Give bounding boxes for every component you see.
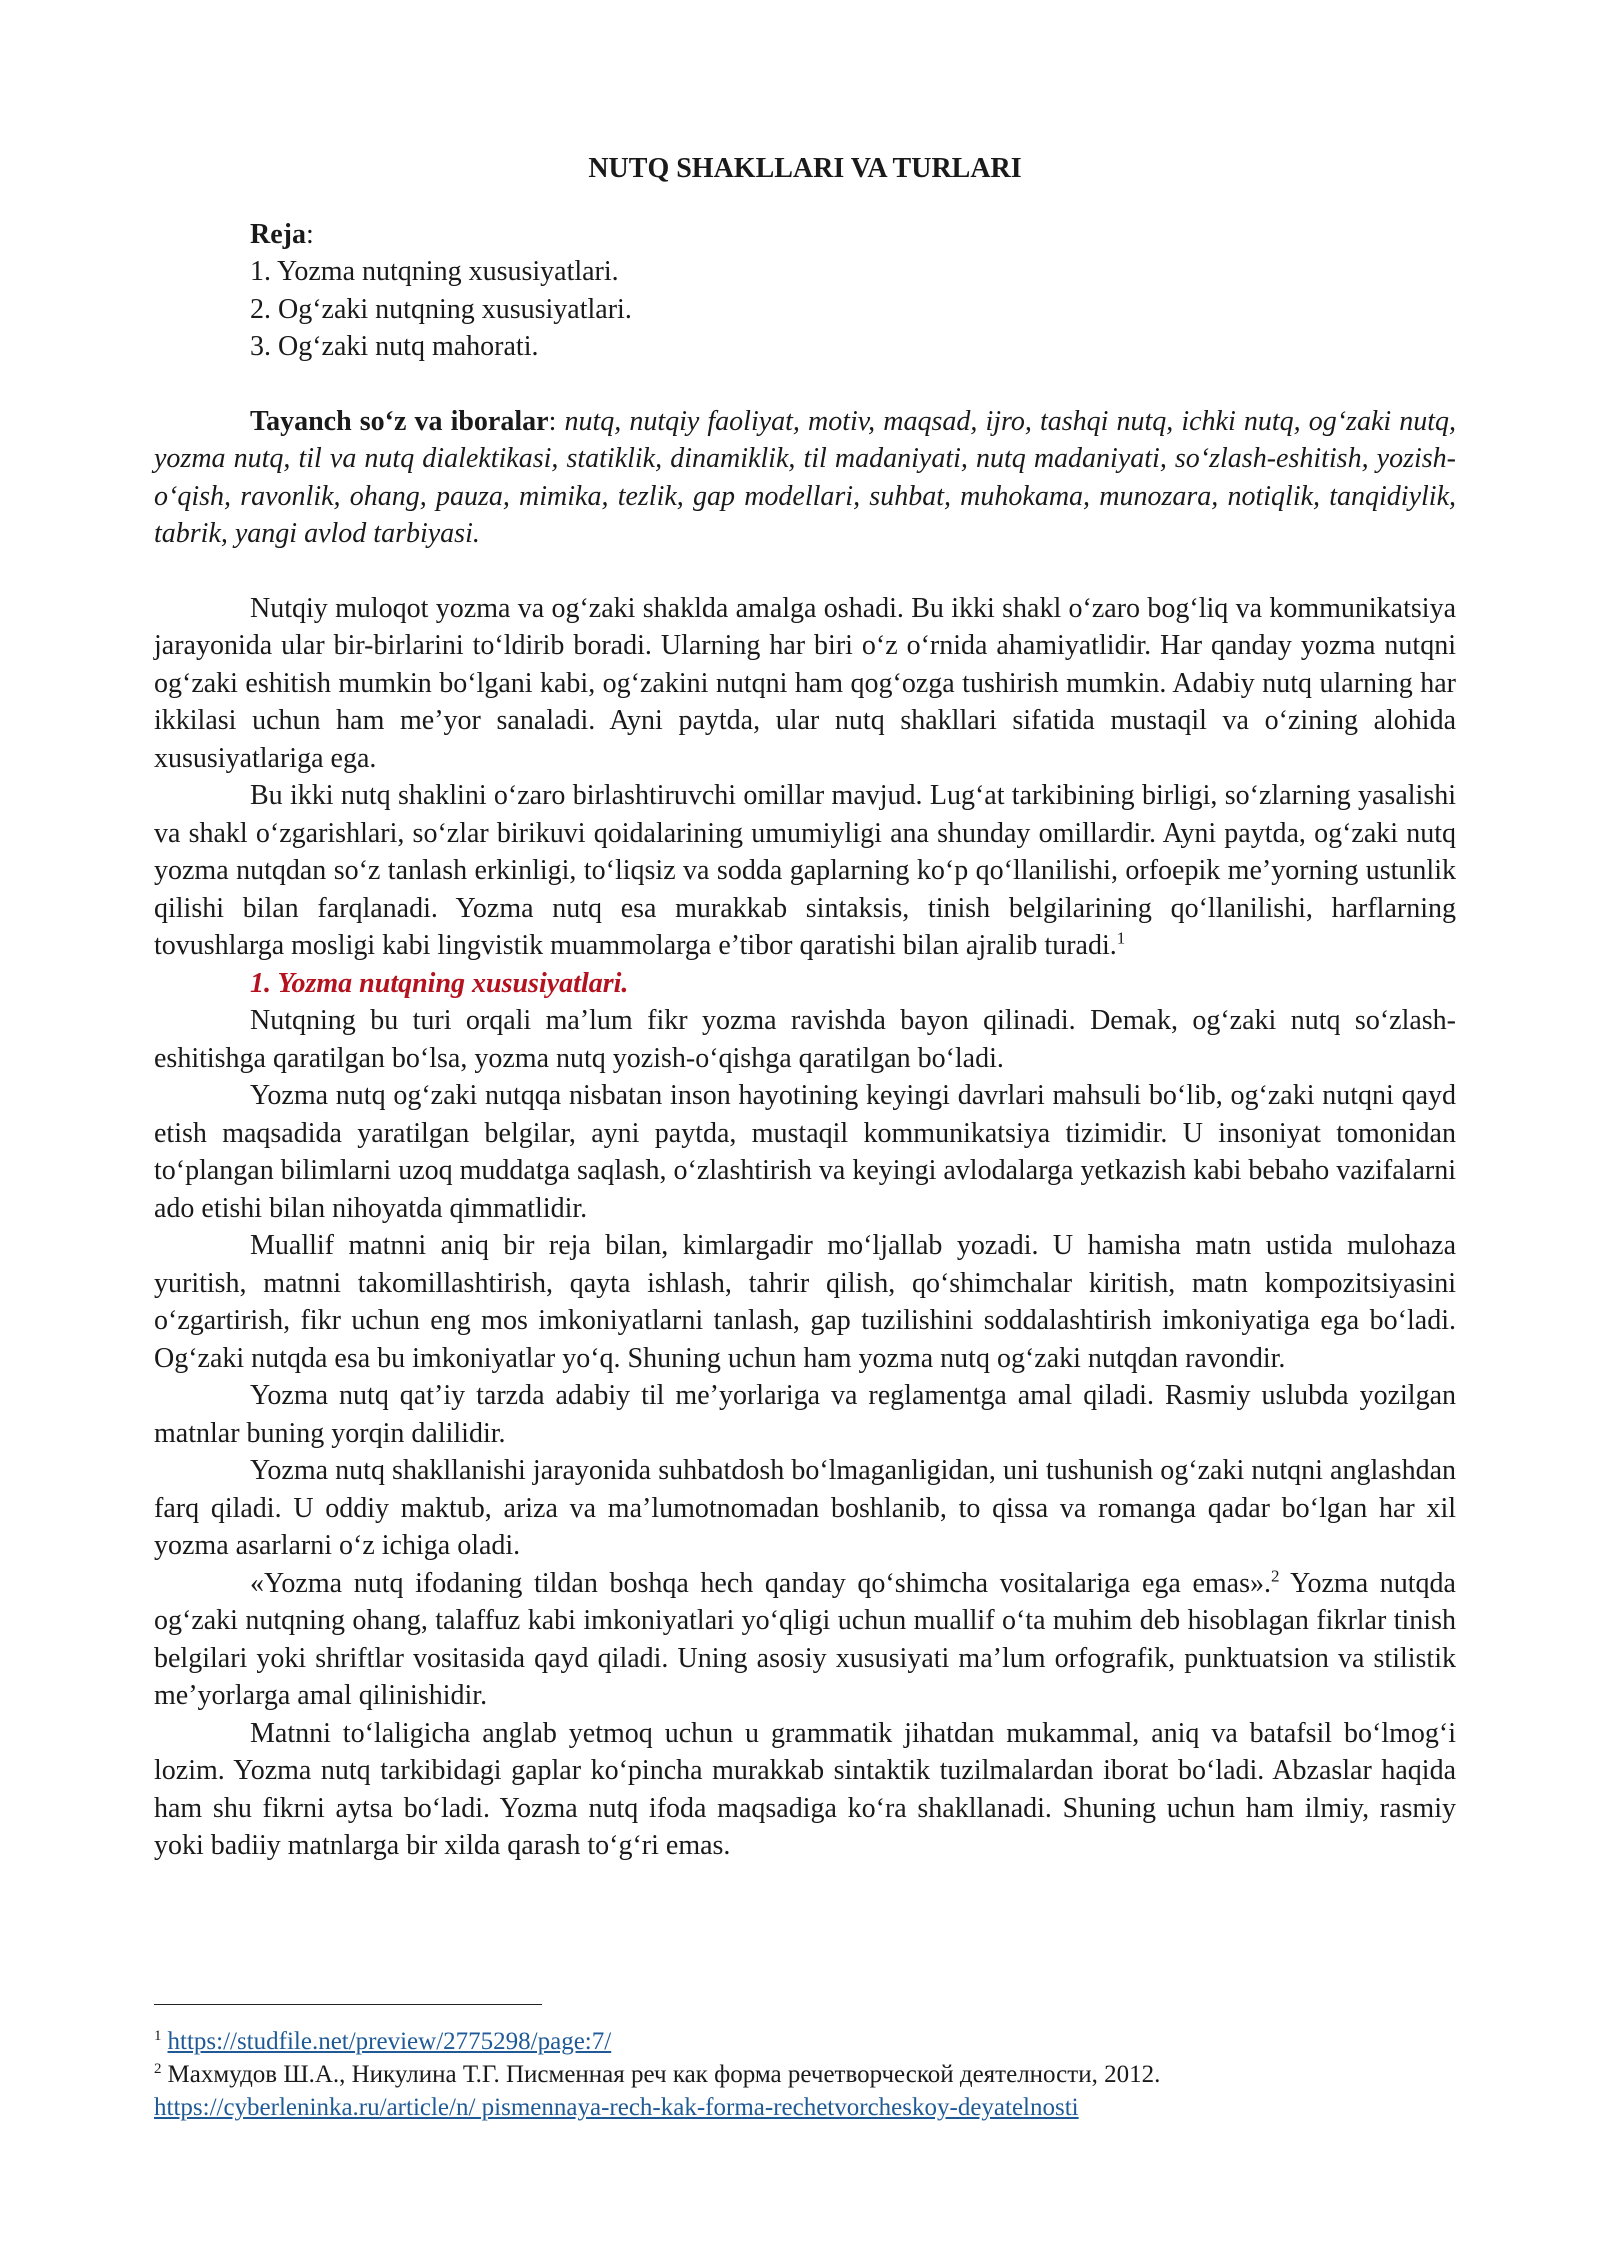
paragraph-text: Bu ikki nutq shaklini o‘zaro birlashtiruvchi omillar mavjud. Lug‘at tarkibining birligi, so‘zlarning yasalishi va shakl o‘zgarishlari, so‘zlar birikuvi qoidalarining umumiyligi ana shunday omillardir. Ayni paytda, og‘zaki nutq yozma nutqdan so‘z tanlash erkinligi, to‘liqsiz va sodda gaplarning ko‘p qo‘llanilishi, orfoepik me’yorning ustunlik qilishi bilan farqlanadi. Yozma nutq esa murakkab sintaksis, tinish belgilarining qo‘llanilishi, harflarning tovushlarga mosligi kabi lingvistik muammolarga e’tibor qaratishi bilan ajralib turadi.: [154, 780, 1456, 961]
footnote-number: 1: [154, 2027, 162, 2044]
body-paragraph-2: [154, 777, 1456, 965]
body-paragraph-6: Yozma nutq qat’iy tarzda adabiy til me’yorlariga va reglamentga amal qiladi. Rasmiy uslubda yozilgan matnlar buning yorqin dalilidir.: [154, 1380, 1456, 1449]
footnote-ref-2[interactable]: 2: [1270, 1566, 1280, 1586]
plan-item: 1. Yozma nutqning xususiyatlari.: [250, 256, 619, 287]
body-paragraph-4: Yozma nutq og‘zaki nutqqa nisbatan inson hayotining keyingi davrlari mahsuli bo‘lib, og‘zaki nutqni qayd etish maqsadida yaratilgan belgilar, ayni paytda, mustaqil kommunikatsiya tizimidir. U insoniyat tomonidan to‘plangan bilimlarni uzoq muddatga saqlash, o‘zlashtirish va keyingi avlodalarga yetkazish kabi bebaho vazifalarni ado etishi bilan nihoyatda qimmatlidir.: [154, 1080, 1456, 1224]
plan-block: [250, 216, 1456, 366]
footnote-ref-1[interactable]: 1: [1116, 928, 1126, 948]
footnote-number: 2: [154, 2060, 162, 2077]
footnote-separator: [154, 2004, 542, 2005]
quote-text: «Yozma nutq ifodaning tildan boshqa hech qanday qo‘shimcha vositalariga ega emas».: [250, 1567, 1271, 1599]
section-heading: 1. Yozma nutqning xususiyatlari.: [250, 967, 629, 999]
footnote-2-link[interactable]: https://cyberleninka.ru/article/n/ pismennaya-rech-kak-forma-rechetvorcheskoy-deyatelnosti: [154, 2094, 1079, 2121]
footnote-1-link[interactable]: https://studfile.net/preview/2775298/page:7/: [167, 2028, 612, 2055]
body-paragraph-8: [154, 1565, 1456, 1715]
footnote-2-text: Махмудов Ш.А., Никулина Т.Г. Писменная реч как форма речетворческой деятелности, 2012.: [167, 2061, 1161, 2088]
plan-heading: Reja:: [250, 218, 314, 250]
body-paragraph-3: Nutqning bu turi orqali ma’lum fikr yozma ravishda bayon qilinadi. Demak, og‘zaki nutq so‘zlash-eshitishga qaratilgan bo‘lsa, yozma nutq yozish-o‘qishga qaratilgan bo‘ladi.: [154, 1005, 1456, 1074]
footnote-2: [154, 2058, 1456, 2091]
body-paragraph-7: Yozma nutq shakllanishi jarayonida suhbatdosh bo‘lmaganligidan, uni tushunish og‘zaki nutqni anglashdan farq qiladi. U oddiy maktub, ariza va ma’lumotnomadan boshlanib, to qissa va romanga qadar bo‘lgan har xil yozma asarlarni o‘z ichiga oladi.: [154, 1455, 1456, 1561]
keywords-paragraph: Tayanch so‘z va iboralar: nutq, nutqiy faoliyat, motiv, maqsad, ijro, tashqi nutq, ichki nutq, og‘zaki nutq, yozma nutq, til va nutq dialektikasi, statiklik, dinamiklik, til madaniyati, nutq madaniyati, so‘zlash-eshitish, yozish-o‘qish, ravonlik, ohang, pauza, mimika, tezlik, gap modellari, suhbat, muhokama, munozara, notiqlik, tanqidiylik, tabrik, yangi avlod tarbiyasi.: [154, 405, 1457, 549]
keywords-list: nutq, nutqiy faoliyat, motiv, maqsad, ijro, tashqi nutq, ichki nutq, og‘zaki nutq, yozma nutq, til va nutq dialektikasi, statiklik, dinamiklik, til madaniyati, nutq madaniyati, so‘zlash-eshitish, yozish-o‘qish, ravonlik, ohang, pauza, mimika, tezlik, gap modellari, suhbat, muhokama, munozara, notiqlik, tanqidiylik, tabrik, yangi avlod tarbiyasi.: [154, 405, 1457, 549]
body-paragraph-5: Muallif matnni aniq bir reja bilan, kimlargadir mo‘ljallab yozadi. U hamisha matn ustida mulohaza yuritish, matnni takomillashtirish, qayta ishlash, tahrir qilish, qo‘shimchalar kiritish, matn kompozitsiyasini o‘zgartirish, fikr uchun eng mos imkoniyatlarni tanlash, gap tuzilishini soddalashtirish imkoniyatiga ega bo‘ladi. Og‘zaki nutqda esa bu imkoniyatlar yo‘q. Shuning uchun ham yozma nutq og‘zaki nutqdan ravondir.: [154, 1230, 1456, 1374]
footnote-1: [154, 2025, 1456, 2058]
body-paragraph-9: Matnni to‘laligicha anglab yetmoq uchun u grammatik jihatdan mukammal, aniq va batafsil bo‘lmog‘i lozim. Yozma nutq tarkibidagi gaplar ko‘pincha murakkab sintaktik tuzilmalardan iborat bo‘ladi. Abzaslar haqida ham shu fikrni aytsa bo‘ladi. Yozma nutq ifoda maqsadiga ko‘ra shakllanadi. Shuning uchun ham ilmiy, rasmiy yoki badiiy matnlarga bir xilda qarash to‘g‘ri emas.: [154, 1717, 1456, 1861]
footnotes: [154, 2004, 1456, 2124]
keywords-label: Tayanch so‘z va iboralar: [250, 405, 549, 437]
plan-item: 3. Og‘zaki nutq mahorati.: [250, 331, 539, 362]
footnote-2-link-line: [154, 2091, 1456, 2124]
plan-item: 2. Og‘zaki nutqning xususiyatlari.: [250, 293, 632, 325]
page-title: NUTQ SHAKLLARI VA TURLARI: [588, 153, 1022, 184]
body-paragraph-1: Nutqiy muloqot yozma va og‘zaki shaklda amalga oshadi. Bu ikki shakl o‘zaro bog‘liq va kommunikatsiya jarayonida ular bir-birlarini to‘ldirib boradi. Ularning har biri o‘z o‘rnida ahamiyatlidir. Har qanday yozma nutqni og‘zaki eshitish mumkin bo‘lgani kabi, og‘zakini nutqni ham qog‘ozga tushirish mumkin. Adabiy nutq ularning har ikkilasi uchun ham me’yor sanaladi. Ayni paytda, ular nutq shakllari sifatida mustaqil va o‘zining alohida xususiyatlariga ega.: [154, 592, 1456, 774]
plan-label: Reja: [250, 218, 306, 250]
paragraph-text: Yozma nutqda og‘zaki nutqning ohang, talaffuz kabi imkoniyatlari yo‘qligi uchun muallif o‘ta muhim deb hisoblagan fikrlar tinish belgilari yoki shriftlar vositasida qayd qiladi. Uning asosiy xususiyati ma’lum orfografik, punktuatsion va stilistik me’yorlarga amal qilinishidir.: [154, 1567, 1456, 1711]
